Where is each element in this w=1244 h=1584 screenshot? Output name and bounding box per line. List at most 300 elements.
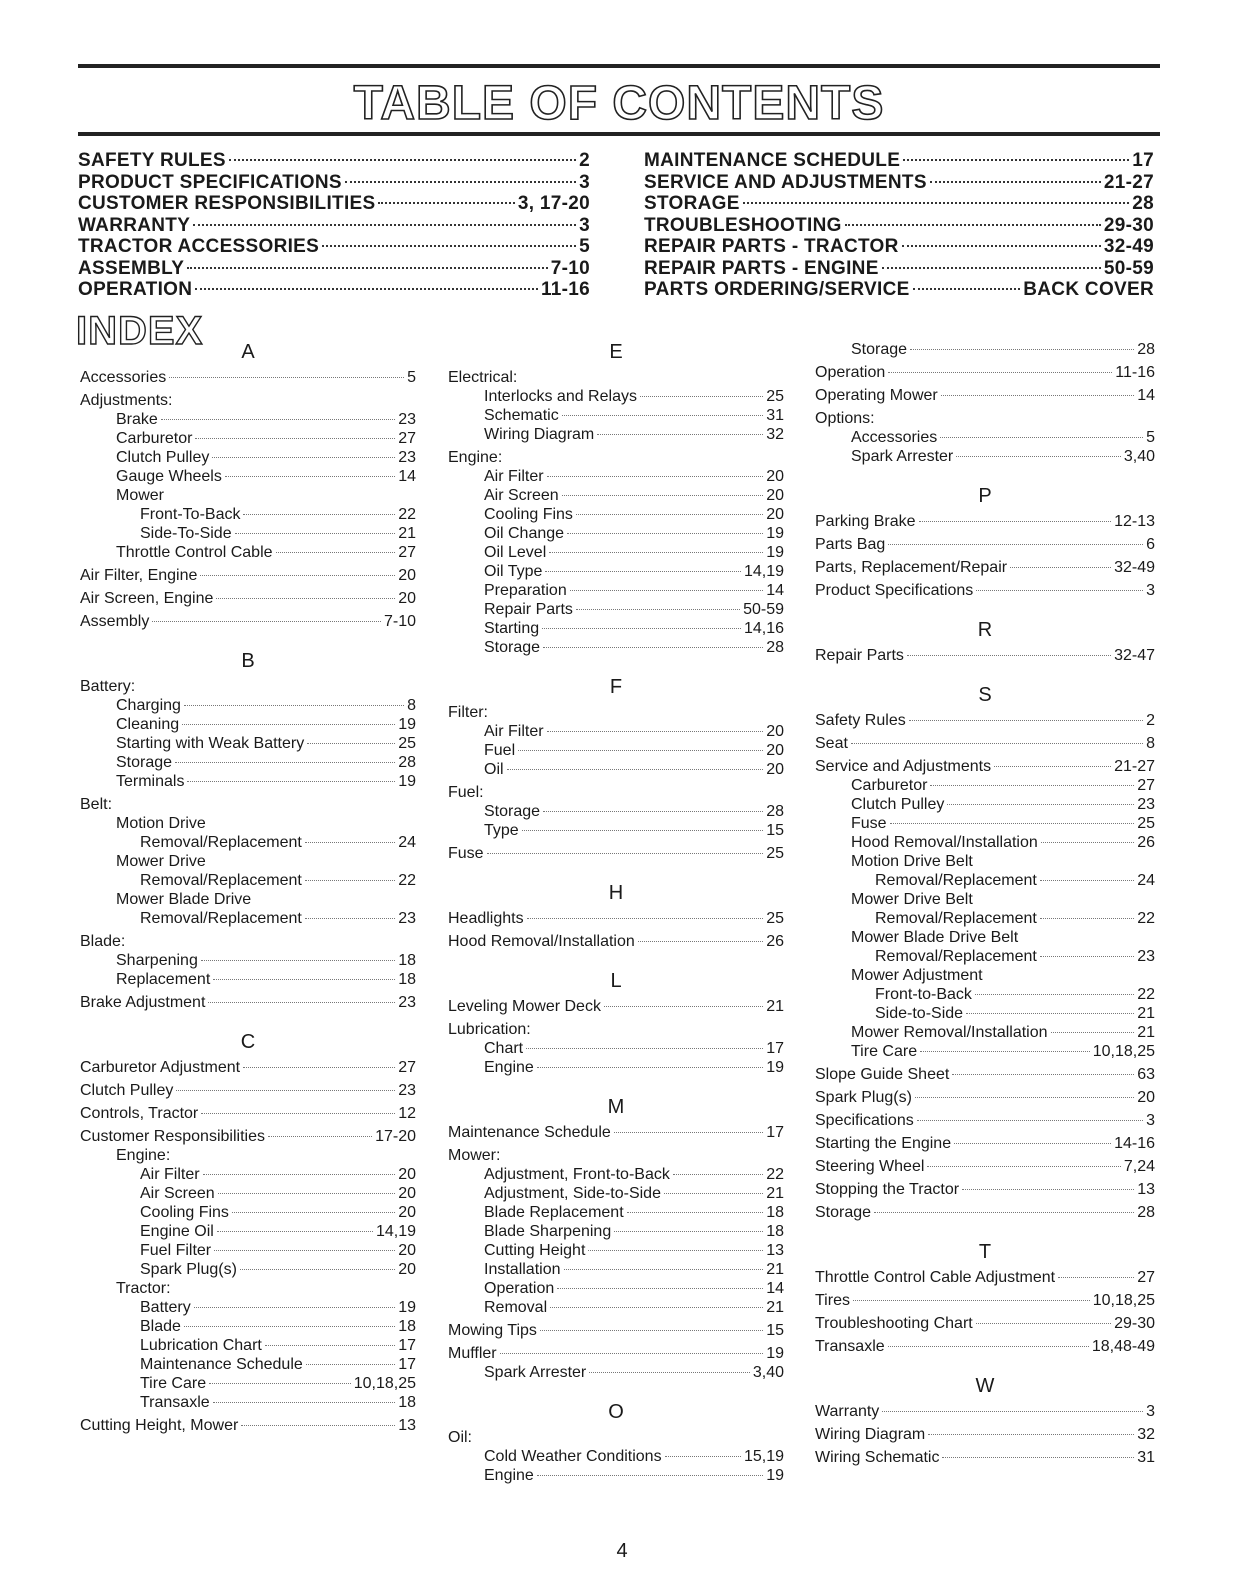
index-entry (80, 589, 416, 608)
leader-dots (518, 750, 763, 751)
leader-dots (184, 1326, 395, 1327)
index-entry-page: 3 (1146, 1403, 1155, 1420)
index-entry-page: 23 (398, 910, 416, 927)
index-entry (815, 447, 1155, 466)
leader-dots (640, 396, 763, 397)
leader-dots (175, 762, 395, 763)
index-entry (80, 391, 416, 410)
index-entry-label: Cooling Fins (484, 506, 573, 523)
toc-entry-label: TRACTOR ACCESSORIES (78, 236, 320, 257)
index-entry (815, 814, 1155, 833)
index-entry-page: 12-13 (1114, 513, 1155, 530)
index-entry-label: Cold Weather Conditions (484, 1448, 662, 1465)
toc-entry-label: REPAIR PARTS - TRACTOR (644, 236, 899, 257)
index-entry (448, 1447, 784, 1466)
toc-entry (644, 236, 1154, 258)
index-entry-label: Hood Removal/Installation (448, 933, 635, 950)
index-entry-label: Tire Care (851, 1043, 918, 1060)
index-entry (815, 1023, 1155, 1042)
index-entry-label: Removal/Replacement (875, 872, 1037, 889)
index-entry-label: Repair Parts (484, 601, 573, 618)
index-entry-page: 22 (398, 872, 416, 889)
leader-dots (542, 628, 741, 629)
leader-dots (217, 1231, 373, 1232)
leader-dots (564, 1269, 764, 1270)
index-entry (815, 340, 1155, 359)
index-entry (448, 406, 784, 425)
toc-entry (644, 150, 1154, 172)
leader-dots (212, 457, 395, 458)
toc-entry (78, 258, 590, 280)
index-entry (448, 1020, 784, 1039)
index-entry (815, 428, 1155, 447)
index-entry-page: 32-47 (1114, 647, 1155, 664)
index-entry (80, 1104, 416, 1123)
index-entry-page: 19 (766, 525, 784, 542)
toc-entry (644, 215, 1154, 237)
index-entry (80, 753, 416, 772)
index-entry-label: Sharpening (116, 952, 198, 969)
index-entry (448, 1344, 784, 1363)
index-entry-label: Starting (484, 620, 540, 637)
leader-dots (664, 1193, 763, 1194)
index-entry-label: Battery (140, 1299, 191, 1316)
leader-dots (305, 918, 395, 919)
index-entry (815, 386, 1155, 405)
index-entry-page: 14 (398, 468, 416, 485)
index-entry (815, 1065, 1155, 1084)
index-entry (80, 1279, 416, 1298)
index-entry-page: 2 (1146, 712, 1155, 729)
index-entry (80, 1165, 416, 1184)
index-letter-heading: L (610, 970, 622, 992)
index-entry-label: Removal/Replacement (140, 910, 302, 927)
index-entry-page: 27 (1137, 1269, 1155, 1286)
toc-entry-page: 5 (579, 236, 590, 257)
index-entry (80, 993, 416, 1012)
index-entry-label: Fuel: (448, 784, 484, 801)
index-entry-page: 14 (766, 582, 784, 599)
index-entry (80, 1393, 416, 1412)
leader-dots (954, 1143, 1111, 1144)
leader-dots (537, 1475, 763, 1476)
leader-dots (851, 743, 1143, 744)
leader-dots (265, 1345, 395, 1346)
toc-entry-label: SAFETY RULES (78, 150, 226, 171)
leader-dots (927, 1166, 1120, 1167)
leader-dots (305, 842, 395, 843)
index-entry-label: Blade (140, 1318, 181, 1335)
leader-dots (909, 720, 1143, 721)
index-entry-page: 11-16 (1115, 364, 1155, 381)
index-entry-page: 32-49 (1114, 559, 1155, 576)
index-entry-page: 17 (398, 1356, 416, 1373)
toc-entry (78, 172, 590, 194)
index-entry (80, 734, 416, 753)
index-entry (80, 1374, 416, 1393)
index-entry-label: Blade Sharpening (484, 1223, 612, 1240)
leader-dots (665, 1456, 741, 1457)
index-entry-page: 31 (1137, 1449, 1155, 1466)
index-entry-label: Mower Drive (116, 853, 206, 870)
index-entry (815, 909, 1155, 928)
leader-dots (1040, 880, 1134, 881)
index-column-2 (448, 340, 784, 1485)
index-entry-label: Spark Plug(s) (815, 1089, 912, 1106)
index-entry (815, 1291, 1155, 1310)
index-entry-page: 20 (398, 1261, 416, 1278)
index-entry-label: Fuel Filter (140, 1242, 212, 1259)
index-entry-label: Tires (815, 1292, 850, 1309)
index-entry-page: 20 (766, 723, 784, 740)
index-entry (448, 932, 784, 951)
index-entry (80, 833, 416, 852)
index-letter-heading: P (978, 485, 992, 507)
leader-dots (562, 415, 764, 416)
leader-dots (487, 853, 764, 854)
index-entry (448, 1241, 784, 1260)
index-entry-label: Cutting Height, Mower (80, 1417, 239, 1434)
index-entry-page: 20 (398, 567, 416, 584)
index-entry (80, 1336, 416, 1355)
index-entry-page: 5 (1146, 429, 1155, 446)
index-entry-page: 17 (398, 1337, 416, 1354)
index-entry-label: Service and Adjustments (815, 758, 992, 775)
index-entry-page: 28 (766, 639, 784, 656)
leader-dots (919, 521, 1112, 522)
index-entry-page: 20 (398, 1166, 416, 1183)
index-entry-label: Removal (484, 1299, 548, 1316)
index-entry-label: Operating Mower (815, 387, 938, 404)
index-entry-label: Spark Arrester (851, 448, 954, 465)
leader-dots (597, 434, 763, 435)
leader-dots (225, 476, 395, 477)
leader-dots (1010, 567, 1111, 568)
index-entry-label: Parts, Replacement/Repair (815, 559, 1008, 576)
leader-dots (187, 781, 395, 782)
index-entry (448, 722, 784, 741)
index-entry (80, 612, 416, 631)
leader-dots (930, 181, 1101, 183)
index-entry-label: Transaxle (815, 1338, 885, 1355)
leader-dots (216, 598, 395, 599)
index-entry (448, 467, 784, 486)
index-entry-page: 28 (1137, 1204, 1155, 1221)
index-entry-label: Product Specifications (815, 582, 974, 599)
index-entry-label: Gauge Wheels (116, 468, 222, 485)
index-entry (815, 1337, 1155, 1356)
index-entry (815, 1402, 1155, 1421)
leader-dots (161, 419, 395, 420)
index-entry-page: 3,40 (752, 1364, 784, 1381)
leader-dots (550, 1307, 763, 1308)
leader-dots (902, 245, 1101, 247)
leader-dots (182, 724, 395, 725)
leader-dots (930, 785, 1134, 786)
index-entry-page: 26 (1137, 834, 1155, 851)
toc-entry-label: REPAIR PARTS - ENGINE (644, 257, 879, 279)
leader-dots (913, 288, 1021, 290)
leader-dots (952, 1074, 1134, 1075)
leader-dots (537, 1067, 763, 1068)
leader-dots (882, 267, 1101, 269)
index-entry (815, 985, 1155, 1004)
index-letter-heading: S (978, 684, 992, 706)
leader-dots (1041, 842, 1134, 843)
index-entry (80, 890, 416, 909)
index-entry-label: Schematic (484, 407, 559, 424)
index-entry (80, 1081, 416, 1100)
toc-entry-label: ASSEMBLY (78, 257, 185, 279)
index-entry-label: Installation (484, 1261, 561, 1278)
index-entry-label: Starting the Engine (815, 1135, 952, 1152)
index-entry (815, 1448, 1155, 1467)
index-entry (448, 543, 784, 562)
index-entry-page: 20 (766, 487, 784, 504)
toc-entry-label: PRODUCT SPECIFICATIONS (78, 171, 342, 193)
leader-dots (243, 514, 395, 515)
index-entry-label: Engine (484, 1467, 534, 1484)
index-entry-page: 28 (398, 754, 416, 771)
toc-entry (644, 193, 1154, 215)
index-entry (80, 1146, 416, 1165)
index-entry-label: Slope Guide Sheet (815, 1066, 950, 1083)
index-entry (815, 966, 1155, 985)
toc-entry-page: 3 (579, 214, 590, 236)
index-entry-label: Steering Wheel (815, 1158, 925, 1175)
leader-dots (378, 202, 514, 204)
index-entry-label: Clutch Pulley (80, 1082, 174, 1099)
toc-entry-page: 32-49 (1103, 236, 1154, 257)
index-entry-label: Air Screen (140, 1185, 215, 1202)
leader-dots (306, 1364, 395, 1365)
index-entry (80, 932, 416, 951)
leader-dots (184, 705, 404, 706)
index-entry-label: Seat (815, 735, 848, 752)
leader-dots (526, 1048, 763, 1049)
index-entry (815, 1425, 1155, 1444)
leader-dots (940, 437, 1143, 438)
index-entry (815, 1203, 1155, 1222)
index-entry (815, 1134, 1155, 1153)
index-entry (80, 1127, 416, 1146)
leader-dots (522, 830, 764, 831)
index-entry-label: Mower Removal/Installation (851, 1024, 1048, 1041)
index-entry-page: 3,40 (1123, 448, 1155, 465)
index-entry (815, 757, 1155, 776)
leader-dots (213, 979, 395, 980)
index-entry-label: Adjustments: (80, 392, 173, 409)
leader-dots (614, 1231, 763, 1232)
index-entry-page: 19 (766, 1345, 784, 1362)
index-entry-page: 21 (1137, 1024, 1155, 1041)
toc-entry (78, 193, 590, 215)
toc-entry (78, 215, 590, 237)
index-entry (815, 512, 1155, 531)
index-entry-label: Carburetor (116, 430, 193, 447)
index-entry-page: 20 (398, 590, 416, 607)
index-entry (80, 1184, 416, 1203)
index-entry-label: Accessories (80, 369, 167, 386)
index-entry-page: 27 (398, 430, 416, 447)
index-entry (80, 909, 416, 928)
index-entry (448, 448, 784, 467)
leader-dots (500, 1353, 764, 1354)
index-entry (448, 741, 784, 760)
index-entry (448, 1279, 784, 1298)
index-entry-label: Operation (484, 1280, 555, 1297)
index-entry-page: 21 (766, 1261, 784, 1278)
index-entry (80, 871, 416, 890)
index-entry-page: 20 (398, 1242, 416, 1259)
index-entry (815, 1042, 1155, 1061)
leader-dots (200, 575, 395, 576)
leader-dots (917, 1120, 1143, 1121)
index-entry-label: Carburetor (851, 777, 928, 794)
index-entry-page: 19 (398, 1299, 416, 1316)
top-rule (78, 64, 1160, 68)
leader-dots (543, 647, 763, 648)
index-entry-page: 23 (1137, 796, 1155, 813)
index-entry (815, 947, 1155, 966)
index-entry-label: Cooling Fins (140, 1204, 229, 1221)
index-entry-label: Throttle Control Cable Adjustment (815, 1269, 1056, 1286)
toc-entry-page: 7-10 (550, 257, 590, 279)
index-entry (80, 852, 416, 871)
toc-entry-label: SERVICE AND ADJUSTMENTS (644, 171, 927, 193)
toc-entry-page: 11-16 (540, 279, 590, 300)
index-entry (448, 997, 784, 1016)
index-entry (815, 852, 1155, 871)
leader-dots (214, 1250, 395, 1251)
leader-dots (240, 1269, 395, 1270)
index-entry-label: Clutch Pulley (851, 796, 945, 813)
leader-dots (915, 1097, 1134, 1098)
leader-dots (209, 1383, 351, 1384)
toc-left-column (78, 150, 590, 301)
index-entry-label: Brake Adjustment (80, 994, 206, 1011)
index-entry (448, 1184, 784, 1203)
index-entry-label: Mower Drive Belt (851, 891, 973, 908)
index-entry-label: Air Filter, Engine (80, 567, 198, 584)
index-entry-page: 19 (766, 1467, 784, 1484)
index-entry-page: 8 (407, 697, 416, 714)
index-entry (815, 581, 1155, 600)
toc-entry-label: OPERATION (78, 279, 193, 300)
index-entry-label: Battery: (80, 678, 136, 695)
index-entry (80, 486, 416, 505)
index-entry-label: Controls, Tractor (80, 1105, 199, 1122)
index-entry (80, 467, 416, 486)
index-entry (80, 543, 416, 562)
index-entry-page: 14-16 (1114, 1135, 1155, 1152)
index-entry (815, 1088, 1155, 1107)
index-entry (815, 1004, 1155, 1023)
leader-dots (507, 769, 764, 770)
index-entry (448, 1039, 784, 1058)
toc-title: TABLE OF CONTENTS (353, 77, 885, 130)
index-entry (448, 1058, 784, 1077)
index-entry-page: 20 (1137, 1089, 1155, 1106)
index-entry-page: 20 (766, 761, 784, 778)
index-entry (815, 409, 1155, 428)
index-entry (80, 410, 416, 429)
toc-entry-page: 3 (579, 171, 590, 193)
leader-dots (903, 159, 1129, 161)
index-entry-page: 18 (398, 971, 416, 988)
index-letter-heading: T (978, 1241, 992, 1263)
index-entry (448, 821, 784, 840)
index-entry-page: 14,19 (743, 563, 784, 580)
leader-dots (213, 1402, 396, 1403)
index-entry-label: Brake (116, 411, 158, 428)
leader-dots (853, 1300, 1090, 1301)
toc-entry (644, 279, 1154, 301)
leader-dots (203, 1174, 396, 1175)
index-entry-page: 12 (398, 1105, 416, 1122)
index-entry-page: 20 (766, 468, 784, 485)
leader-dots (527, 918, 764, 919)
index-letter-heading: A (241, 341, 255, 363)
leader-dots (874, 1212, 1134, 1213)
index-entry-label: Mower Blade Drive (116, 891, 252, 908)
index-entry-page: 20 (766, 506, 784, 523)
index-entry-page: 32 (1137, 1426, 1155, 1443)
leader-dots (994, 766, 1111, 767)
toc-right-column (644, 150, 1154, 301)
index-entry (815, 734, 1155, 753)
leader-dots (562, 495, 764, 496)
index-entry (815, 928, 1155, 947)
index-entry-label: Charging (116, 697, 181, 714)
index-entry-label: Cutting Height (484, 1242, 586, 1259)
index-entry-page: 18,48-49 (1091, 1338, 1155, 1355)
index-entry-label: Storage (484, 803, 541, 820)
index-entry-label: Type (484, 822, 519, 839)
index-entry-label: Blade Replacement (484, 1204, 624, 1221)
index-column-1 (80, 340, 416, 1435)
index-entry-label: Front-To-Back (140, 506, 241, 523)
index-entry (80, 970, 416, 989)
index-entry-label: Wiring Schematic (815, 1449, 940, 1466)
leader-dots (845, 224, 1101, 226)
index-entry-page: 25 (766, 910, 784, 927)
index-entry-page: 3 (1146, 582, 1155, 599)
index-entry-page: 19 (766, 544, 784, 561)
index-entry-page: 19 (766, 1059, 784, 1076)
index-entry-label: Tire Care (140, 1375, 207, 1392)
index-letter-heading: B (241, 650, 255, 672)
index-entry-page: 10,18,25 (353, 1375, 416, 1392)
index-entry (815, 890, 1155, 909)
leader-dots (604, 1006, 763, 1007)
leader-dots (1040, 956, 1134, 957)
leader-dots (545, 571, 741, 572)
index-letter-heading: R (977, 619, 993, 641)
index-entry-page: 26 (766, 933, 784, 950)
leader-dots (966, 1013, 1134, 1014)
index-entry (815, 1314, 1155, 1333)
toc-entry-page: 28 (1132, 193, 1154, 214)
index-entry-label: Hood Removal/Installation (851, 834, 1038, 851)
toc-entry (644, 172, 1154, 194)
index-entry-label: Air Filter (140, 1166, 200, 1183)
index-entry-label: Spark Arrester (484, 1364, 587, 1381)
index-entry-page: 5 (407, 369, 416, 386)
index-entry (448, 619, 784, 638)
toc-entry-label: MAINTENANCE SCHEDULE (644, 150, 901, 171)
index-entry-page: 17-20 (375, 1128, 416, 1145)
